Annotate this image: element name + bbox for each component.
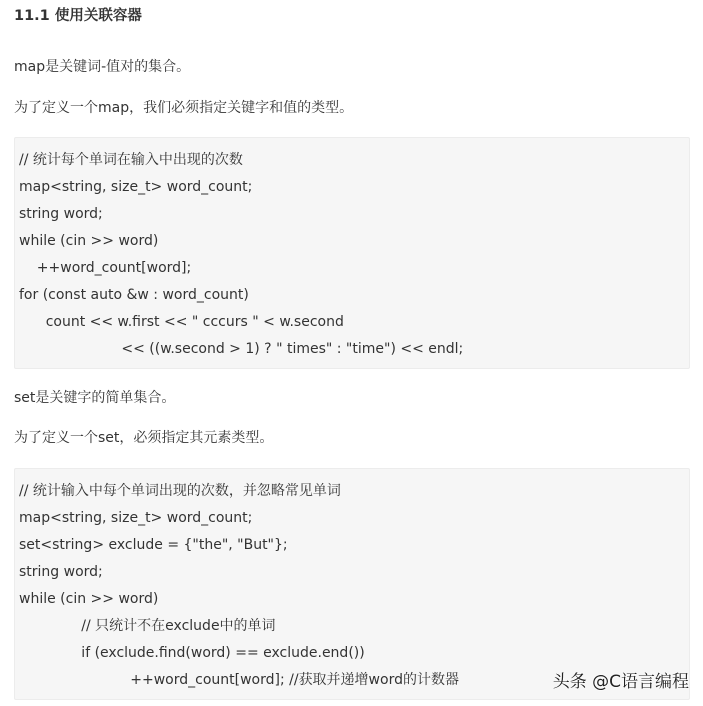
code-line: ++word_count[word]; //获取并递增word的计数器	[19, 672, 459, 688]
code-line: count << w.first << " cccurs " < w.second	[19, 314, 344, 330]
code-line: // 只统计不在exclude中的单词	[19, 618, 276, 634]
code-line: map<string, size_t> word_count;	[19, 179, 253, 195]
set-description: set是关键字的简单集合。	[14, 390, 176, 406]
section-heading: 11.1 使用关联容器	[14, 8, 142, 24]
code-line: while (cin >> word)	[19, 233, 159, 249]
code-line: ++word_count[word];	[19, 260, 192, 276]
code-line: while (cin >> word)	[19, 591, 159, 607]
code-line: string word;	[19, 206, 103, 222]
map-description: map是关键词-值对的集合。	[14, 59, 191, 75]
code-line: if (exclude.find(word) == exclude.end())	[19, 645, 365, 661]
code-block-exclude-words	[14, 468, 690, 700]
code-line: string word;	[19, 564, 103, 580]
code-block-word-count	[14, 137, 690, 369]
code-line: // 统计输入中每个单词出现的次数，并忽略常见单词	[19, 483, 341, 499]
author-watermark: 头条 @C语言编程	[552, 672, 689, 692]
code-line: map<string, size_t> word_count;	[19, 510, 253, 526]
code-line: << ((w.second > 1) ? " times" : "time") << endl;	[19, 341, 464, 357]
set-definition-note: 为了定义一个set，必须指定其元素类型。	[14, 430, 274, 446]
code-line: // 统计每个单词在输入中出现的次数	[19, 152, 243, 168]
map-definition-note: 为了定义一个map，我们必须指定关键字和值的类型。	[14, 100, 354, 116]
code-line: set<string> exclude = {"the", "But"};	[19, 537, 288, 553]
code-line: for (const auto &w : word_count)	[19, 287, 249, 303]
